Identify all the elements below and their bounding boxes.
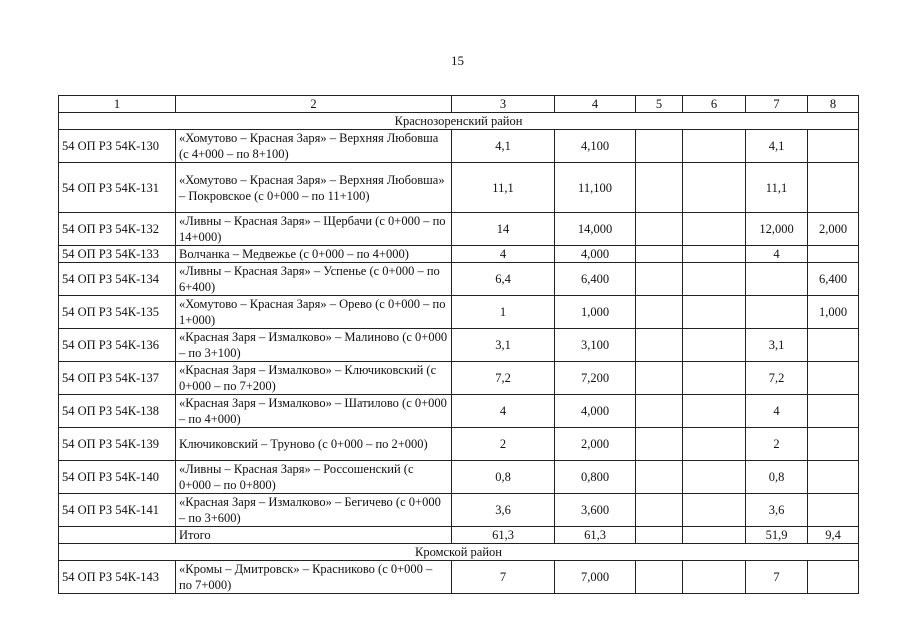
table-row bbox=[59, 263, 859, 296]
cell-c6 bbox=[683, 329, 746, 362]
road-name: «Ливны – Красная Заря» – Успенье (с 0+000 – по 6+400) bbox=[176, 263, 452, 296]
table-row bbox=[59, 329, 859, 362]
road-code: 54 ОП РЗ 54К-132 bbox=[59, 213, 176, 246]
table-row bbox=[59, 561, 859, 594]
column-header: 5 bbox=[636, 96, 683, 113]
road-code: 54 ОП РЗ 54К-133 bbox=[59, 246, 176, 263]
cell-c3: 7 bbox=[452, 561, 555, 594]
cell-c3: 2 bbox=[452, 428, 555, 461]
table-row bbox=[59, 213, 859, 246]
road-code: 54 ОП РЗ 54К-134 bbox=[59, 263, 176, 296]
cell-c4: 7,200 bbox=[555, 362, 636, 395]
cell-c8: 2,000 bbox=[808, 213, 859, 246]
cell-c4: 1,000 bbox=[555, 296, 636, 329]
cell-c8 bbox=[808, 163, 859, 213]
cell-c3: 4 bbox=[452, 246, 555, 263]
road-name: «Хомутово – Красная Заря» – Орево (с 0+000 – по 1+000) bbox=[176, 296, 452, 329]
district-row bbox=[59, 544, 859, 561]
cell-c3: 6,4 bbox=[452, 263, 555, 296]
cell-c7: 2 bbox=[746, 428, 808, 461]
cell-c6 bbox=[683, 428, 746, 461]
column-header-row bbox=[59, 96, 859, 113]
cell-c3: 4,1 bbox=[452, 130, 555, 163]
table-row bbox=[59, 130, 859, 163]
total-c5 bbox=[636, 527, 683, 544]
road-name: «Красная Заря – Измалково» – Шатилово (с 0+000 – по 4+000) bbox=[176, 395, 452, 428]
total-c8: 9,4 bbox=[808, 527, 859, 544]
cell-c7: 12,000 bbox=[746, 213, 808, 246]
cell-c5 bbox=[636, 362, 683, 395]
column-header: 2 bbox=[176, 96, 452, 113]
road-name: «Хомутово – Красная Заря» – Верхняя Любовша (с 4+000 – по 8+100) bbox=[176, 130, 452, 163]
road-code: 54 ОП РЗ 54К-141 bbox=[59, 494, 176, 527]
cell-c8: 1,000 bbox=[808, 296, 859, 329]
cell-c4: 4,000 bbox=[555, 246, 636, 263]
road-code: 54 ОП РЗ 54К-139 bbox=[59, 428, 176, 461]
cell-c7: 7 bbox=[746, 561, 808, 594]
cell-c4: 7,000 bbox=[555, 561, 636, 594]
cell-c6 bbox=[683, 494, 746, 527]
table-row bbox=[59, 461, 859, 494]
cell-c8 bbox=[808, 461, 859, 494]
cell-c5 bbox=[636, 296, 683, 329]
cell-c7: 11,1 bbox=[746, 163, 808, 213]
roads-table bbox=[58, 95, 859, 594]
cell-c5 bbox=[636, 163, 683, 213]
cell-c4: 3,600 bbox=[555, 494, 636, 527]
cell-c3: 11,1 bbox=[452, 163, 555, 213]
road-name: «Ливны – Красная Заря» – Щербачи (с 0+000 – по 14+000) bbox=[176, 213, 452, 246]
cell-c6 bbox=[683, 395, 746, 428]
cell-c8 bbox=[808, 362, 859, 395]
cell-c5 bbox=[636, 213, 683, 246]
column-header: 4 bbox=[555, 96, 636, 113]
column-header: 1 bbox=[59, 96, 176, 113]
cell-c7: 7,2 bbox=[746, 362, 808, 395]
road-name: «Ливны – Красная Заря» – Россошенский (с 0+000 – по 0+800) bbox=[176, 461, 452, 494]
cell-c3: 14 bbox=[452, 213, 555, 246]
cell-c5 bbox=[636, 461, 683, 494]
column-header: 3 bbox=[452, 96, 555, 113]
cell-c4: 3,100 bbox=[555, 329, 636, 362]
cell-c3: 3,6 bbox=[452, 494, 555, 527]
road-name: «Кромы – Дмитровск» – Красниково (с 0+000 – по 7+000) bbox=[176, 561, 452, 594]
table-row bbox=[59, 362, 859, 395]
cell-c7 bbox=[746, 296, 808, 329]
road-code: 54 ОП РЗ 54К-131 bbox=[59, 163, 176, 213]
road-code: 54 ОП РЗ 54К-138 bbox=[59, 395, 176, 428]
total-c3: 61,3 bbox=[452, 527, 555, 544]
column-header: 7 bbox=[746, 96, 808, 113]
cell-c5 bbox=[636, 329, 683, 362]
table-row bbox=[59, 246, 859, 263]
road-name: «Красная Заря – Измалково» – Бегичево (с 0+000 – по 3+600) bbox=[176, 494, 452, 527]
road-code: 54 ОП РЗ 54К-130 bbox=[59, 130, 176, 163]
table-row bbox=[59, 428, 859, 461]
cell-c6 bbox=[683, 561, 746, 594]
cell-c8 bbox=[808, 130, 859, 163]
cell-c4: 2,000 bbox=[555, 428, 636, 461]
cell-c4: 4,100 bbox=[555, 130, 636, 163]
road-code: 54 ОП РЗ 54К-136 bbox=[59, 329, 176, 362]
table-row bbox=[59, 296, 859, 329]
road-name: «Хомутово – Красная Заря» – Верхняя Любовша» – Покровское (с 0+000 – по 11+100) bbox=[176, 163, 452, 213]
cell-c6 bbox=[683, 130, 746, 163]
table-row bbox=[59, 494, 859, 527]
road-name: «Красная Заря – Измалково» – Ключиковский (с 0+000 – по 7+200) bbox=[176, 362, 452, 395]
cell-c8 bbox=[808, 561, 859, 594]
cell-c7: 3,6 bbox=[746, 494, 808, 527]
cell-c3: 0,8 bbox=[452, 461, 555, 494]
cell-c8 bbox=[808, 395, 859, 428]
road-code: 54 ОП РЗ 54К-135 bbox=[59, 296, 176, 329]
total-c6 bbox=[683, 527, 746, 544]
cell-c8 bbox=[808, 246, 859, 263]
total-row bbox=[59, 527, 859, 544]
cell-c5 bbox=[636, 494, 683, 527]
page-number: 15 bbox=[451, 53, 464, 68]
cell-c7: 0,8 bbox=[746, 461, 808, 494]
cell-c3: 4 bbox=[452, 395, 555, 428]
cell-c8 bbox=[808, 428, 859, 461]
cell-c4: 14,000 bbox=[555, 213, 636, 246]
cell-c5 bbox=[636, 246, 683, 263]
cell-c5 bbox=[636, 561, 683, 594]
cell-c7: 4 bbox=[746, 246, 808, 263]
total-label: Итого bbox=[176, 527, 452, 544]
road-code: 54 ОП РЗ 54К-140 bbox=[59, 461, 176, 494]
district-row bbox=[59, 113, 859, 130]
cell-c4: 4,000 bbox=[555, 395, 636, 428]
cell-c6 bbox=[683, 246, 746, 263]
cell-c5 bbox=[636, 395, 683, 428]
road-code: 54 ОП РЗ 54К-137 bbox=[59, 362, 176, 395]
table-body bbox=[59, 96, 859, 594]
cell-c7: 4,1 bbox=[746, 130, 808, 163]
cell-c6 bbox=[683, 213, 746, 246]
cell-c5 bbox=[636, 428, 683, 461]
cell-c8 bbox=[808, 329, 859, 362]
total-c7: 51,9 bbox=[746, 527, 808, 544]
cell-c4: 6,400 bbox=[555, 263, 636, 296]
cell-c6 bbox=[683, 461, 746, 494]
cell-c5 bbox=[636, 130, 683, 163]
cell-c6 bbox=[683, 362, 746, 395]
cell-c5 bbox=[636, 263, 683, 296]
cell-c7 bbox=[746, 263, 808, 296]
cell-c7: 3,1 bbox=[746, 329, 808, 362]
road-code: 54 ОП РЗ 54К-143 bbox=[59, 561, 176, 594]
cell-c6 bbox=[683, 163, 746, 213]
cell-c8 bbox=[808, 494, 859, 527]
total-c4: 61,3 bbox=[555, 527, 636, 544]
cell-c3: 7,2 bbox=[452, 362, 555, 395]
total-empty-cell bbox=[59, 527, 176, 544]
cell-c6 bbox=[683, 263, 746, 296]
cell-c7: 4 bbox=[746, 395, 808, 428]
district-title: Краснозоренский район bbox=[59, 113, 859, 130]
road-name: «Красная Заря – Измалково» – Малиново (с 0+000 – по 3+100) bbox=[176, 329, 452, 362]
district-title: Кромской район bbox=[59, 544, 859, 561]
cell-c4: 0,800 bbox=[555, 461, 636, 494]
road-name: Ключиковский – Труново (с 0+000 – по 2+000) bbox=[176, 428, 452, 461]
table-row bbox=[59, 395, 859, 428]
column-header: 8 bbox=[808, 96, 859, 113]
cell-c3: 1 bbox=[452, 296, 555, 329]
column-header: 6 bbox=[683, 96, 746, 113]
cell-c4: 11,100 bbox=[555, 163, 636, 213]
cell-c3: 3,1 bbox=[452, 329, 555, 362]
cell-c8: 6,400 bbox=[808, 263, 859, 296]
cell-c6 bbox=[683, 296, 746, 329]
table-row bbox=[59, 163, 859, 213]
road-name: Волчанка – Медвежье (с 0+000 – по 4+000) bbox=[176, 246, 452, 263]
